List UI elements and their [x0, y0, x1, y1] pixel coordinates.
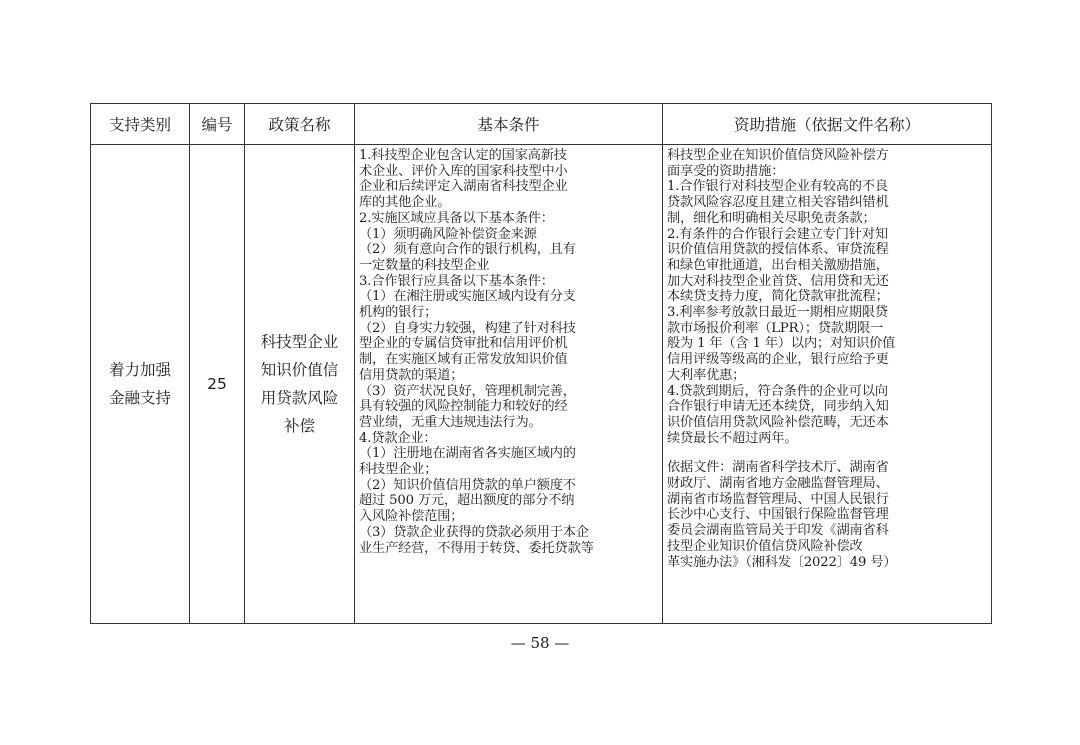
header-policy-name: 政策名称 — [245, 104, 355, 145]
table-row — [91, 145, 992, 624]
number-cell: 25 — [190, 145, 245, 624]
measure-line: 识价值信用贷款的授信体系、审贷流程 — [667, 242, 889, 258]
measure-line: 本续贷支持力度，简化贷款审批流程； — [667, 289, 889, 305]
policy-name-line: 科技型企业 — [260, 333, 339, 351]
policy-name-text — [245, 328, 354, 440]
conditions-text — [359, 148, 659, 556]
policy-name-line: 知识价值信 — [260, 361, 339, 379]
condition-line: （1）注册地在湖南省各实施区域内的 — [359, 446, 576, 462]
header-number: 编号 — [190, 104, 245, 145]
policy-name-cell — [245, 145, 355, 624]
basis-line: 革实施办法》（湘科发〔2022〕49 号） — [667, 554, 897, 570]
condition-line: 营业绩，无重大违规违法行为。 — [359, 414, 542, 430]
condition-line: （3）资产状况良好，管理机制完善， — [359, 383, 576, 399]
measure-line: 款市场报价利率（LPR）；贷款期限一 — [667, 320, 884, 336]
measures-text — [667, 148, 988, 446]
category-line: 金融支持 — [108, 389, 171, 407]
condition-line: 一定数量的科技型企业 — [359, 257, 490, 273]
basis-line: 湖南省市场监督管理局、中国人民银行 — [667, 491, 889, 507]
measure-line: 4.贷款到期后，符合条件的企业可以向 — [667, 383, 888, 399]
category-text — [91, 356, 189, 412]
condition-line: （1）须明确风险补偿资金来源 — [359, 226, 537, 242]
basis-line: 委员会湖南监管局关于印发《湖南省科 — [667, 523, 889, 539]
condition-line: 机构的银行； — [359, 305, 438, 321]
basis-line: 财政厅、湖南省地方金融监督管理局、 — [667, 476, 889, 492]
condition-line: 入风险补偿范围； — [359, 509, 464, 525]
measure-line: 贷款风险容忍度且建立相关容错纠错机 — [667, 195, 889, 211]
condition-line: 1.科技型企业包含认定的国家高新技 — [359, 148, 567, 163]
condition-line: 库的其他企业。 — [359, 195, 451, 211]
measure-line: 科技型企业在知识价值信贷风险补偿方 — [667, 148, 889, 163]
condition-line: 企业和后续评定入湖南省科技型企业 — [359, 179, 568, 195]
condition-line: 科技型企业； — [359, 462, 438, 478]
condition-line: 制，在实施区域有正常发放知识价值 — [359, 352, 568, 368]
category-cell — [91, 145, 190, 624]
measure-line: 和绿色审批通道，出台相关激励措施， — [667, 257, 889, 273]
condition-line: （2）须有意向合作的银行机构，且有 — [359, 242, 576, 258]
condition-line: （2）知识价值信用贷款的单户额度不 — [359, 477, 576, 493]
header-conditions: 基本条件 — [355, 104, 663, 145]
policy-name-line: 补偿 — [283, 417, 315, 435]
category-line: 着力加强 — [108, 361, 171, 379]
condition-line: 术企业、评价入库的国家科技型中小 — [359, 163, 568, 179]
condition-line: 型企业的专属信贷审批和信用评价机 — [359, 336, 568, 352]
condition-line: 超过 500 万元，超出额度的部分不纳 — [359, 493, 575, 509]
policy-name-line: 用贷款风险 — [260, 389, 339, 407]
measure-line: 般为 1 年（含 1 年）以内；对知识价值 — [667, 336, 896, 352]
measure-line: 面享受的资助措施： — [667, 163, 785, 179]
condition-line: 4.贷款企业： — [359, 430, 437, 446]
condition-line: 具有较强的风险控制能力和较好的经 — [359, 399, 568, 415]
condition-line: 2.实施区域应具备以下基本条件： — [359, 210, 554, 226]
basis-document-text — [667, 460, 988, 570]
condition-line: 信用贷款的渠道； — [359, 367, 464, 383]
measure-line: 续贷最长不超过两年。 — [667, 430, 798, 446]
measure-line: 1.合作银行对科技型企业有较高的不良 — [667, 179, 888, 195]
basis-line: 技型企业知识价值信贷风险补偿改 — [667, 538, 863, 554]
header-row — [91, 104, 992, 145]
measure-line: 制，细化和明确相关尽职免责条款； — [667, 210, 876, 226]
measure-line: 大利率优惠； — [667, 367, 746, 383]
measure-line: 2.有条件的合作银行会建立专门针对知 — [667, 226, 888, 242]
conditions-cell — [355, 145, 663, 624]
header-category: 支持类别 — [91, 104, 190, 145]
section-gap — [667, 446, 988, 460]
measure-line: 加大对科技型企业首贷、信用贷和无还 — [667, 273, 889, 289]
header-measures: 资助措施（依据文件名称） — [663, 104, 992, 145]
condition-line: 3.合作银行应具备以下基本条件： — [359, 273, 554, 289]
page-number: — 58 — — [510, 634, 570, 652]
condition-line: （2）自身实力较强，构建了针对科技 — [359, 320, 576, 336]
basis-line: 依据文件：湖南省科学技术厅、湖南省 — [667, 460, 889, 476]
measure-line: 信用评级等级高的企业，银行应给予更 — [667, 352, 889, 368]
condition-line: 业生产经营，不得用于转贷、委托贷款等 — [359, 540, 594, 556]
measure-line: 合作银行申请无还本续贷，同步纳入知 — [667, 399, 889, 415]
condition-line: （3）贷款企业获得的贷款必须用于本企 — [359, 524, 589, 540]
condition-line: （1）在湘注册或实施区域内设有分支 — [359, 289, 576, 305]
policy-table — [90, 103, 992, 624]
measure-line: 3.利率参考放款日最近一期相应期限贷 — [667, 305, 888, 321]
measures-cell — [663, 145, 992, 624]
measure-line: 识价值信用贷款风险补偿范畴，无还本 — [667, 414, 889, 430]
basis-line: 长沙中心支行、中国银行保险监督管理 — [667, 507, 889, 523]
